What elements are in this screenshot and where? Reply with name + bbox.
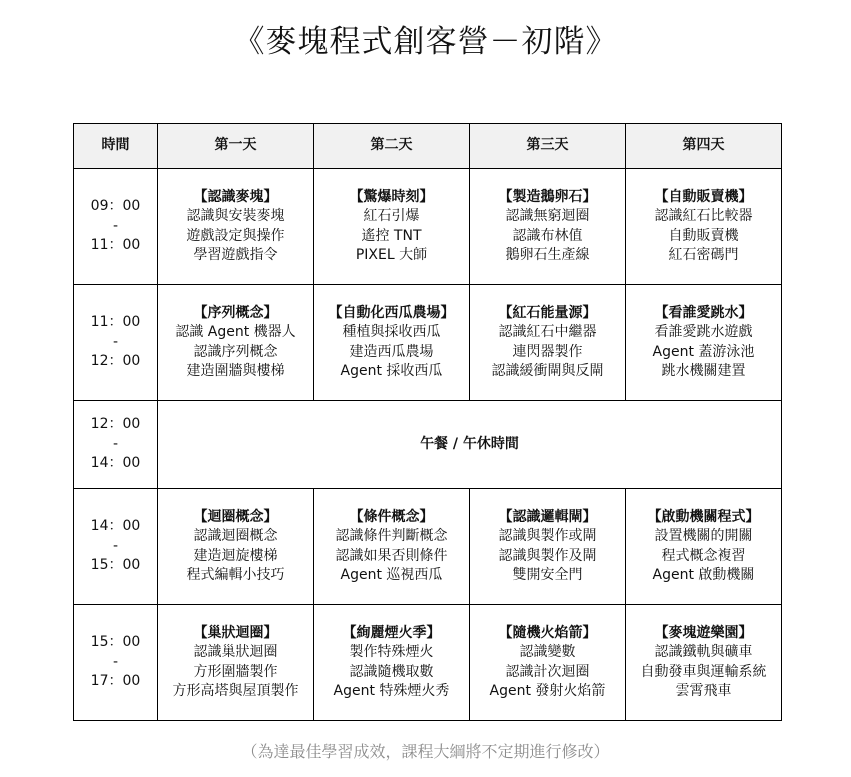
course-cell xyxy=(626,285,782,401)
header-row xyxy=(74,124,782,169)
time-end: 11：00 xyxy=(90,237,141,254)
course-item: 認識巢狀迴圈 xyxy=(193,644,278,660)
course-title: 【驚爆時刻】 xyxy=(349,188,434,205)
course-title: 【絢麗煙火季】 xyxy=(342,624,441,641)
course-cell xyxy=(314,489,470,605)
course-item: 自動販賣機 xyxy=(668,227,739,244)
course-item: 製作特殊煙火 xyxy=(349,644,434,660)
time-start: 15：00 xyxy=(90,634,141,651)
course-cell xyxy=(158,489,314,605)
course-item: 紅石引爆 xyxy=(363,208,420,224)
course-title: 【自動化西瓜農場】 xyxy=(328,304,455,321)
course-title: 【紅石能量源】 xyxy=(498,304,597,321)
time-cell xyxy=(74,169,158,285)
course-title: 【認識邏輯閘】 xyxy=(498,508,597,525)
schedule-table xyxy=(73,123,782,721)
header-time: 時間 xyxy=(74,124,158,169)
course-item: 認識序列概念 xyxy=(193,343,278,360)
time-cell xyxy=(74,605,158,721)
time-start: 11：00 xyxy=(90,314,141,331)
lunch-row xyxy=(74,401,782,489)
time-cell xyxy=(74,489,158,605)
course-item: 跳水機關建置 xyxy=(661,363,746,379)
course-cell xyxy=(626,605,782,721)
course-item: 認識紅石比較器 xyxy=(654,208,753,224)
footnote: （為達最佳學習成效，課程大綱將不定期進行修改） xyxy=(241,742,610,761)
course-item: 鵝卵石生產線 xyxy=(505,247,590,263)
course-title: 【啟動機關程式】 xyxy=(647,508,760,525)
table-row xyxy=(74,489,782,605)
time-separator: - xyxy=(112,435,119,452)
course-cell xyxy=(470,605,626,721)
course-cell xyxy=(626,169,782,285)
course-item: 方形高塔與屋頂製作 xyxy=(172,683,299,699)
time-start: 12：00 xyxy=(90,416,141,433)
course-cell xyxy=(314,169,470,285)
course-item: 認識迴圈概念 xyxy=(193,528,278,544)
course-item: 雲霄飛車 xyxy=(675,683,732,699)
course-item: Agent 啟動機關 xyxy=(652,567,755,583)
course-item: 設置機關的開關 xyxy=(654,528,753,544)
lunch-cell xyxy=(158,401,782,489)
time-separator: - xyxy=(112,653,119,670)
course-cell xyxy=(626,489,782,605)
table-row xyxy=(74,605,782,721)
course-item: 種植與採收西瓜 xyxy=(342,324,441,340)
course-item: Agent 巡視西瓜 xyxy=(340,567,443,583)
time-cell xyxy=(74,285,158,401)
time-separator: - xyxy=(112,217,119,234)
time-start: 09：00 xyxy=(90,198,141,215)
course-item: 方形圍牆製作 xyxy=(193,663,278,680)
course-title: 【自動販賣機】 xyxy=(654,188,753,205)
time-end: 14：00 xyxy=(90,455,141,472)
course-title: 【序列概念】 xyxy=(193,304,278,321)
course-item: 紅石密碼門 xyxy=(668,247,739,263)
lunch-label: 午餐 / 午休時間 xyxy=(420,435,519,452)
course-cell xyxy=(470,285,626,401)
page-title: 《麥塊程式創客營－初階》 xyxy=(233,24,618,60)
time-end: 17：00 xyxy=(90,673,141,690)
time-cell xyxy=(74,401,158,489)
table-row xyxy=(74,285,782,401)
time-end: 12：00 xyxy=(90,353,141,370)
course-cell xyxy=(314,605,470,721)
course-item: 遙控 TNT xyxy=(361,227,422,244)
course-item: 認識變數 xyxy=(519,644,576,660)
course-item: 認識無窮迴圈 xyxy=(505,208,590,224)
course-item: 認識計次迴圈 xyxy=(505,663,590,680)
header-day-3: 第三天 xyxy=(470,124,626,169)
course-title: 【麥塊遊樂園】 xyxy=(654,624,753,641)
course-item: 看誰愛跳水遊戲 xyxy=(654,324,753,340)
course-title: 【製造鵝卵石】 xyxy=(498,188,597,205)
course-item: 認識紅石中繼器 xyxy=(498,324,597,340)
course-cell xyxy=(158,169,314,285)
course-item: 認識與製作或閘 xyxy=(498,528,597,544)
course-item: 程式概念複習 xyxy=(661,547,746,564)
course-item: Agent 採收西瓜 xyxy=(340,363,443,379)
course-item: 認識布林值 xyxy=(512,227,583,244)
course-cell xyxy=(158,605,314,721)
course-title: 【認識麥塊】 xyxy=(193,188,278,205)
course-item: 認識 Agent 機器人 xyxy=(175,324,296,340)
header-day-4: 第四天 xyxy=(626,124,782,169)
table-row xyxy=(74,169,782,285)
course-item: Agent 發射火焰箭 xyxy=(489,683,606,699)
time-start: 14：00 xyxy=(90,518,141,535)
time-separator: - xyxy=(112,537,119,554)
course-item: 連閃器製作 xyxy=(512,343,583,360)
course-item: 認識鐵軌與礦車 xyxy=(654,644,753,660)
course-item: Agent 特殊煙火秀 xyxy=(333,683,450,699)
course-item: 認識與製作及閘 xyxy=(498,547,597,564)
course-item: 學習遊戲指令 xyxy=(193,247,278,263)
header-day-2: 第二天 xyxy=(314,124,470,169)
header-day-1: 第一天 xyxy=(158,124,314,169)
course-item: 遊戲設定與操作 xyxy=(186,227,285,244)
course-item: PIXEL 大師 xyxy=(355,247,428,263)
course-title: 【隨機火焰箭】 xyxy=(498,624,597,641)
course-item: 認識緩衝閘與反閘 xyxy=(491,363,604,379)
course-item: 認識如果否則條件 xyxy=(335,547,448,564)
course-item: 建造迴旋樓梯 xyxy=(193,547,278,564)
course-item: Agent 蓋游泳池 xyxy=(652,343,755,360)
course-title: 【條件概念】 xyxy=(349,508,434,525)
course-title: 【迴圈概念】 xyxy=(193,508,278,525)
course-cell xyxy=(158,285,314,401)
course-item: 認識條件判斷概念 xyxy=(335,528,448,544)
course-cell xyxy=(314,285,470,401)
course-item: 認識隨機取數 xyxy=(349,663,434,680)
course-title: 【巢狀迴圈】 xyxy=(193,624,278,641)
course-title: 【看誰愛跳水】 xyxy=(654,304,753,321)
course-item: 自動發車與運輸系統 xyxy=(640,663,767,680)
course-cell xyxy=(470,169,626,285)
course-item: 建造西瓜農場 xyxy=(349,343,434,360)
time-separator: - xyxy=(112,333,119,350)
course-item: 雙開安全門 xyxy=(512,567,583,583)
time-end: 15：00 xyxy=(90,557,141,574)
course-item: 建造圍牆與樓梯 xyxy=(186,363,285,379)
course-cell xyxy=(470,489,626,605)
course-item: 認識與安裝麥塊 xyxy=(186,208,285,224)
course-item: 程式編輯小技巧 xyxy=(186,567,285,583)
